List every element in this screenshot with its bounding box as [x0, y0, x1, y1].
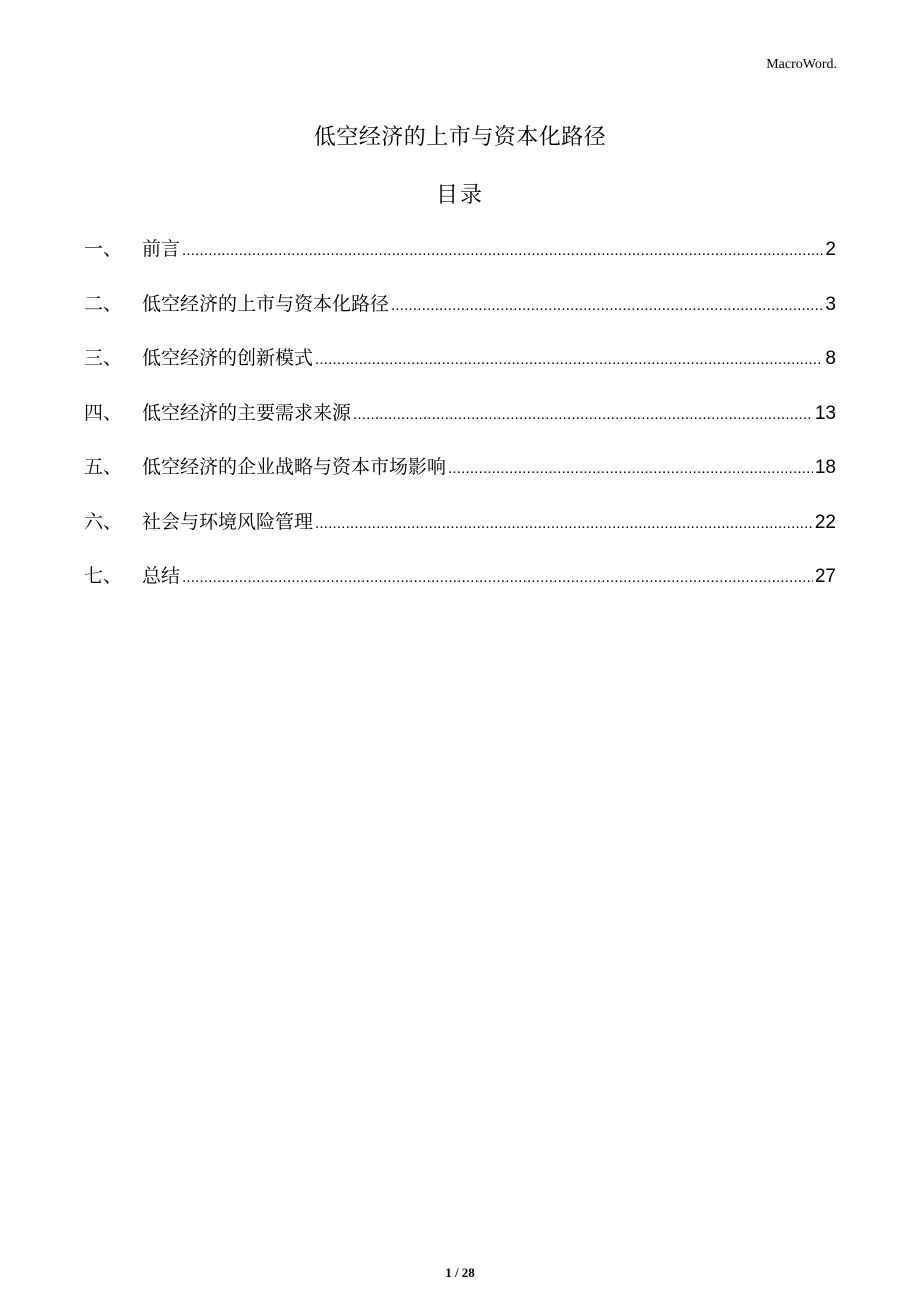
toc-entry-number: 四、 [84, 401, 123, 424]
toc-entry-label[interactable]: 低空经济的企业战略与资本市场影响 [142, 456, 447, 478]
toc-dot-leader [353, 398, 813, 430]
toc-dot-leader [315, 507, 813, 539]
toc-entry-label[interactable]: 低空经济的主要需求来源 [142, 401, 352, 424]
toc-entry-number: 五、 [84, 456, 123, 478]
toc-entry[interactable] [84, 343, 836, 398]
toc-dot-leader [182, 561, 813, 593]
toc-entry[interactable] [84, 507, 836, 562]
table-of-contents [84, 234, 836, 616]
toc-entry[interactable] [84, 398, 836, 453]
toc-dot-leader [448, 452, 813, 484]
page-number-footer: 1 / 28 [445, 1265, 475, 1280]
toc-entry-page[interactable]: 3 [825, 293, 836, 315]
toc-entry-label[interactable]: 前言 [142, 238, 181, 260]
toc-dot-leader [315, 343, 823, 375]
toc-entry-label[interactable]: 总结 [142, 565, 181, 587]
toc-entry-number: 六、 [84, 510, 123, 533]
toc-entry-page[interactable]: 13 [814, 402, 836, 424]
toc-entry-number: 二、 [84, 292, 123, 315]
toc-entry-page[interactable]: 18 [814, 457, 836, 478]
toc-entry-label[interactable]: 社会与环境风险管理 [142, 510, 314, 533]
header-brand: MacroWord. [766, 57, 837, 72]
toc-entry-page[interactable]: 22 [814, 511, 836, 533]
toc-entry[interactable] [84, 452, 836, 507]
toc-entry[interactable] [84, 289, 836, 344]
toc-heading: 目录 [435, 183, 484, 208]
toc-entry-number: 一、 [84, 238, 123, 260]
toc-dot-leader [391, 289, 823, 321]
toc-entry-label[interactable]: 低空经济的上市与资本化路径 [142, 292, 390, 315]
toc-entry-number: 三、 [84, 347, 123, 369]
toc-entry-page[interactable]: 2 [825, 239, 836, 260]
toc-entry-label[interactable]: 低空经济的创新模式 [142, 347, 314, 369]
toc-entry-number: 七、 [84, 565, 123, 587]
toc-entry[interactable] [84, 561, 836, 616]
toc-entry[interactable] [84, 234, 836, 289]
toc-entry-page[interactable]: 8 [825, 348, 836, 369]
toc-dot-leader [182, 234, 823, 266]
document-title: 低空经济的上市与资本化路径 [313, 125, 607, 150]
toc-entry-page[interactable]: 27 [814, 566, 836, 587]
